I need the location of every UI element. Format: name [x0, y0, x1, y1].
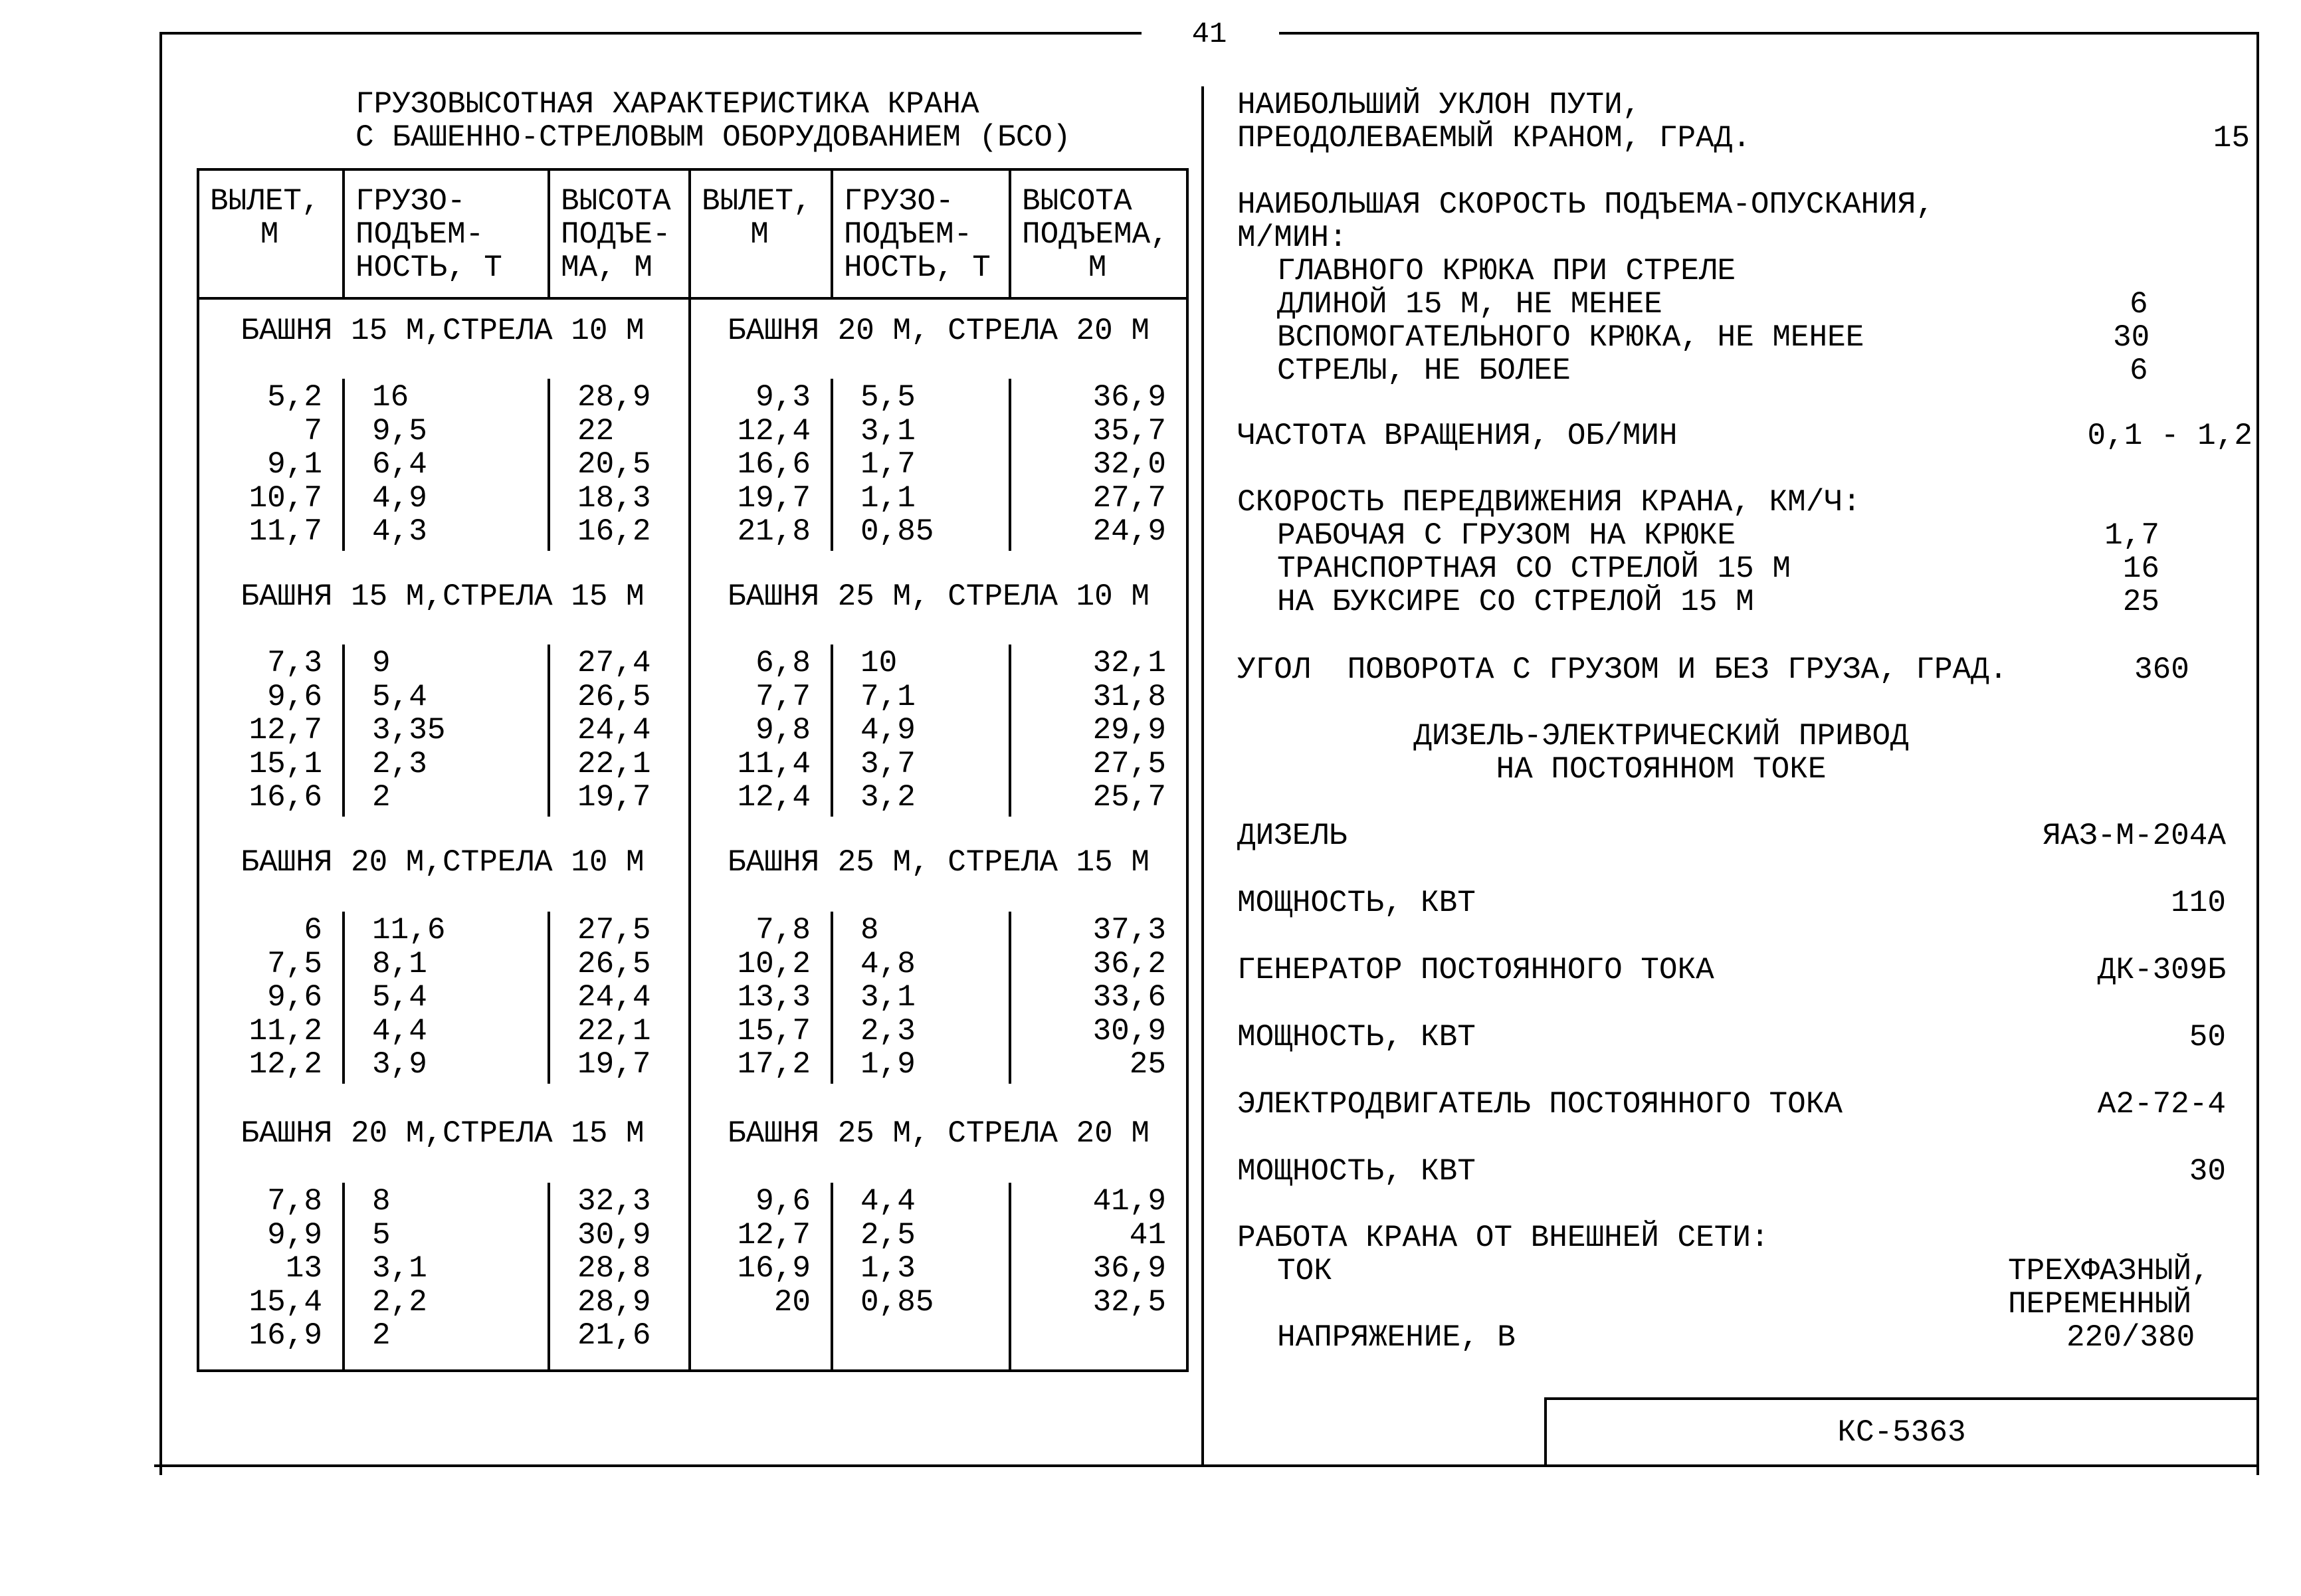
- table-cell: 28,8: [577, 1251, 651, 1286]
- table-cell: 24,9: [1092, 514, 1166, 549]
- drive-title-2: НА ПОСТОЯННОМ ТОКЕ: [1496, 752, 1827, 787]
- travel-row-value: 16: [2122, 551, 2159, 586]
- ext-title: РАБОТА КРАНА ОТ ВНЕШНЕЙ СЕТИ:: [1237, 1221, 1769, 1255]
- block-column-line: [831, 379, 833, 551]
- table-cell: 12,7: [737, 1217, 811, 1252]
- block-column-line: [342, 912, 345, 1084]
- block-column-line: [548, 379, 550, 551]
- table-cell: 4,4: [372, 1013, 427, 1048]
- table-cell: 7,1: [860, 679, 916, 714]
- frame-top-right: [1279, 32, 2259, 35]
- table-cell: 21,8: [737, 514, 811, 549]
- table-cell: 7,5: [267, 946, 322, 981]
- block-label-right: БАШНЯ 25 М, СТРЕЛА 15 М: [728, 845, 1150, 880]
- table-cell: 20: [773, 1284, 811, 1320]
- slew-value: 360: [2134, 652, 2189, 687]
- ext-voltage-label: НАПРЯЖЕНИЕ, В: [1277, 1320, 1516, 1355]
- block-column-line: [831, 1183, 833, 1369]
- table-cell: 8: [372, 1184, 391, 1219]
- table-cell: 25: [1129, 1047, 1166, 1082]
- table-cell: 19,7: [737, 480, 811, 516]
- table-border-bottom: [197, 1369, 1189, 1372]
- column-header: ВЫЛЕТ,: [210, 184, 320, 219]
- table-cell: 11,6: [372, 913, 446, 948]
- table-cell: 17,2: [737, 1047, 811, 1082]
- table-cell: 1,1: [860, 480, 916, 516]
- frame-bottom: [154, 1464, 2259, 1467]
- table-cell: 9,6: [267, 980, 322, 1015]
- table-cell: 32,5: [1092, 1284, 1166, 1320]
- table-cell: 0,85: [860, 1284, 934, 1320]
- speed-main-hook-value: 6: [2130, 287, 2148, 322]
- table-cell: 26,5: [577, 946, 651, 981]
- spec-label: МОЩНОСТЬ, КВТ: [1237, 1154, 1476, 1189]
- table-cell: 13,3: [737, 980, 811, 1015]
- rotation-value: 0,1 - 1,2: [2087, 419, 2252, 453]
- title-block-top: [1544, 1397, 2259, 1400]
- table-cell: 27,7: [1092, 480, 1166, 516]
- spec-value: 110: [2171, 886, 2226, 920]
- table-cell: 10: [860, 646, 898, 680]
- table-cell: 32,1: [1092, 646, 1166, 680]
- travel-row-label: РАБОЧАЯ С ГРУЗОМ НА КРЮКЕ: [1277, 518, 1736, 553]
- table-cell: 12,7: [249, 713, 322, 748]
- table-cell: 5,4: [372, 679, 427, 714]
- table-cell: 4,4: [860, 1184, 916, 1219]
- table-cell: 11,4: [737, 746, 811, 781]
- frame-right: [2256, 32, 2259, 1475]
- table-cell: 1,9: [860, 1047, 916, 1082]
- table-cell: 16,9: [737, 1251, 811, 1286]
- table-cell: 6,4: [372, 447, 427, 482]
- table-cell: 1,7: [860, 447, 916, 482]
- table-cell: 16,9: [249, 1318, 322, 1353]
- speed-boom: СТРЕЛЫ, НЕ БОЛЕЕ: [1277, 353, 1571, 388]
- table-cell: 6,8: [755, 646, 811, 680]
- table-cell: 8: [860, 913, 879, 948]
- speed-aux-hook: ВСПОМОГАТЕЛЬНОГО КРЮКА, НЕ МЕНЕЕ: [1277, 320, 1864, 355]
- table-cell: 2: [372, 1318, 391, 1353]
- slew-label: УГОЛ ПОВОРОТА С ГРУЗОМ И БЕЗ ГРУЗА, ГРАД.: [1237, 652, 2008, 687]
- table-header-bottom: [197, 297, 1189, 300]
- table-cell: 9: [372, 646, 391, 680]
- table-cell: 37,3: [1092, 913, 1166, 948]
- table-cell: 16,6: [737, 447, 811, 482]
- column-header: ПОДЪЕМ-: [844, 217, 973, 252]
- column-header: ПОДЪЕМ-: [355, 217, 484, 252]
- table-cell: 30,9: [1092, 1013, 1166, 1048]
- block-column-line: [342, 1183, 345, 1369]
- table-cell: 19,7: [577, 780, 651, 815]
- ext-current-value-2: ПЕРЕМЕННЫЙ: [2008, 1287, 2192, 1322]
- table-cell: 11,7: [249, 514, 322, 549]
- table-cell: 3,2: [860, 780, 916, 815]
- column-header: ПОДЪЕМА,: [1022, 217, 1169, 252]
- drive-title-1: ДИЗЕЛЬ-ЭЛЕКТРИЧЕСКИЙ ПРИВОД: [1413, 719, 1909, 753]
- page-number: 41: [1191, 18, 1227, 51]
- table-cell: 2,3: [860, 1013, 916, 1048]
- table-cell: 9,1: [267, 447, 322, 482]
- table-cell: 3,7: [860, 746, 916, 781]
- ext-current-value-1: ТРЕХФАЗНЫЙ,: [2008, 1254, 2210, 1288]
- column-header: ВЫЛЕТ,: [702, 184, 812, 219]
- block-column-line: [342, 645, 345, 817]
- spec-label: ГЕНЕРАТОР ПОСТОЯННОГО ТОКА: [1237, 953, 1714, 987]
- block-label-right: БАШНЯ 20 М, СТРЕЛА 20 М: [728, 314, 1150, 348]
- speed-main-hook-1: ГЛАВНОГО КРЮКА ПРИ СТРЕЛЕ: [1277, 254, 1736, 288]
- speed-main-hook-2: ДЛИНОЙ 15 М, НЕ МЕНЕЕ: [1277, 287, 1662, 322]
- column-header: ПОДЪЕ-: [561, 217, 671, 252]
- table-cell: 12,2: [249, 1047, 322, 1082]
- table-cell: 6: [304, 913, 322, 948]
- table-cell: 9,5: [372, 413, 427, 449]
- travel-row-value: 1,7: [2104, 518, 2159, 553]
- travel-row-value: 25: [2122, 585, 2159, 619]
- block-column-line: [342, 379, 345, 551]
- table-cell: 24,4: [577, 980, 651, 1015]
- table-cell: 33,6: [1092, 980, 1166, 1015]
- table-cell: 28,9: [577, 380, 651, 415]
- table-cell: 21,6: [577, 1318, 651, 1353]
- speed-title-2: М/МИН:: [1237, 221, 1348, 255]
- travel-title: СКОРОСТЬ ПЕРЕДВИЖЕНИЯ КРАНА, КМ/Ч:: [1237, 485, 1861, 520]
- table-cell: 5,5: [860, 380, 916, 415]
- block-label-left: БАШНЯ 15 М,СТРЕЛА 15 М: [241, 579, 645, 614]
- travel-row-label: НА БУКСИРЕ СО СТРЕЛОЙ 15 М: [1277, 585, 1754, 619]
- table-cell: 0,85: [860, 514, 934, 549]
- table-cell: 19,7: [577, 1047, 651, 1082]
- table-cell: 2,5: [860, 1217, 916, 1252]
- table-cell: 15,1: [249, 746, 322, 781]
- table-cell: 11,2: [249, 1013, 322, 1048]
- column-header: ВЫСОТА: [561, 184, 671, 219]
- spec-value: ЯАЗ-М-204А: [2042, 819, 2226, 853]
- table-cell: 24,4: [577, 713, 651, 748]
- table-cell: 4,8: [860, 946, 916, 981]
- table-cell: 32,3: [577, 1184, 651, 1219]
- block-label-left: БАШНЯ 15 М,СТРЕЛА 10 М: [241, 314, 645, 348]
- column-divider: [1201, 86, 1204, 1467]
- ext-voltage-value: 220/380: [2066, 1320, 2195, 1355]
- slope-label-2: ПРЕОДОЛЕВАЕМЫЙ КРАНОМ, ГРАД.: [1237, 121, 1751, 155]
- table-cell: 15,7: [737, 1013, 811, 1048]
- table-cell: 5,2: [267, 380, 322, 415]
- table-cell: 30,9: [577, 1217, 651, 1252]
- spec-value: 50: [2189, 1020, 2226, 1054]
- table-border-right: [1186, 168, 1189, 1372]
- table-title-line-2: С БАШЕННО-СТРЕЛОВЫМ ОБОРУДОВАНИЕМ (БСО): [355, 120, 1071, 155]
- table-title-line-1: ГРУЗОВЫСОТНАЯ ХАРАКТЕРИСТИКА КРАНА: [355, 87, 979, 122]
- table-cell: 3,35: [372, 713, 446, 748]
- table-cell: 7: [304, 413, 322, 449]
- table-cell: 26,5: [577, 679, 651, 714]
- table-cell: 10,7: [249, 480, 322, 516]
- model-code: КС-5363: [1837, 1415, 1966, 1450]
- table-cell: 3,1: [372, 1251, 427, 1286]
- table-cell: 5,4: [372, 980, 427, 1015]
- block-column-line: [831, 645, 833, 817]
- table-cell: 13: [285, 1251, 322, 1286]
- column-header: ВЫСОТА: [1022, 184, 1132, 219]
- table-cell: 1,3: [860, 1251, 916, 1286]
- table-cell: 27,5: [1092, 746, 1166, 781]
- table-cell: 25,7: [1092, 780, 1166, 815]
- table-cell: 3,1: [860, 980, 916, 1015]
- speed-title-1: НАИБОЛЬШАЯ СКОРОСТЬ ПОДЪЕМА-ОПУСКАНИЯ,: [1237, 187, 1934, 222]
- slope-label-1: НАИБОЛЬШИЙ УКЛОН ПУТИ,: [1237, 88, 1641, 122]
- spec-label: МОЩНОСТЬ, КВТ: [1237, 1020, 1476, 1054]
- table-cell: 15,4: [249, 1284, 322, 1320]
- column-header: ГРУЗО-: [355, 184, 466, 219]
- table-cell: 32,0: [1092, 447, 1166, 482]
- ext-current-label: ТОК: [1277, 1254, 1332, 1288]
- spec-value: ДК-309Б: [2097, 953, 2226, 987]
- table-cell: 41,9: [1092, 1184, 1166, 1219]
- table-cell: 2,2: [372, 1284, 427, 1320]
- table-cell: 36,9: [1092, 380, 1166, 415]
- table-cell: 9,8: [755, 713, 811, 748]
- header-column-line: [342, 168, 345, 297]
- table-cell: 2: [372, 780, 391, 815]
- table-cell: 9,6: [267, 679, 322, 714]
- table-cell: 16: [372, 380, 409, 415]
- header-column-line: [548, 168, 550, 297]
- column-header: НОСТЬ, Т: [844, 250, 991, 285]
- table-cell: 41: [1129, 1217, 1166, 1252]
- travel-row-label: ТРАНСПОРТНАЯ СО СТРЕЛОЙ 15 М: [1277, 551, 1791, 586]
- table-cell: 27,5: [577, 913, 651, 948]
- table-cell: 18,3: [577, 480, 651, 516]
- table-cell: 4,9: [860, 713, 916, 748]
- table-cell: 22,1: [577, 746, 651, 781]
- block-label-right: БАШНЯ 25 М, СТРЕЛА 20 М: [728, 1116, 1150, 1151]
- table-cell: 16,6: [249, 780, 322, 815]
- spec-label: ДИЗЕЛЬ: [1237, 819, 1348, 853]
- table-cell: 22,1: [577, 1013, 651, 1048]
- block-column-line: [831, 912, 833, 1084]
- column-header: МА, М: [561, 250, 653, 285]
- column-header: М: [750, 217, 769, 252]
- table-cell: 5: [372, 1217, 391, 1252]
- table-cell: 3,9: [372, 1047, 427, 1082]
- table-cell: 4,3: [372, 514, 427, 549]
- table-cell: 36,9: [1092, 1251, 1166, 1286]
- slope-value: 15: [2213, 121, 2250, 155]
- table-cell: 3,1: [860, 413, 916, 449]
- table-cell: 7,3: [267, 646, 322, 680]
- frame-left: [159, 32, 162, 1475]
- table-cell: 7,8: [755, 913, 811, 948]
- table-cell: 28,9: [577, 1284, 651, 1320]
- table-cell: 27,4: [577, 646, 651, 680]
- spec-label: МОЩНОСТЬ, КВТ: [1237, 886, 1476, 920]
- table-cell: 9,3: [755, 380, 811, 415]
- table-border-top: [197, 168, 1189, 171]
- table-cell: 12,4: [737, 413, 811, 449]
- table-cell: 29,9: [1092, 713, 1166, 748]
- column-header: ГРУЗО-: [844, 184, 954, 219]
- frame-top-left: [159, 32, 1142, 35]
- block-column-line: [548, 1183, 550, 1369]
- column-header: НОСТЬ, Т: [355, 250, 502, 285]
- table-cell: 16,2: [577, 514, 651, 549]
- block-column-line: [548, 645, 550, 817]
- block-label-left: БАШНЯ 20 М,СТРЕЛА 15 М: [241, 1116, 645, 1151]
- column-header: М: [260, 217, 279, 252]
- table-cell: 31,8: [1092, 679, 1166, 714]
- column-header: М: [1088, 250, 1107, 285]
- block-column-line: [548, 912, 550, 1084]
- spec-label: ЭЛЕКТРОДВИГАТЕЛЬ ПОСТОЯННОГО ТОКА: [1237, 1087, 1843, 1122]
- table-cell: 2,3: [372, 746, 427, 781]
- table-cell: 20,5: [577, 447, 651, 482]
- spec-value: 30: [2189, 1154, 2226, 1189]
- block-label-right: БАШНЯ 25 М, СТРЕЛА 10 М: [728, 579, 1150, 614]
- table-cell: 12,4: [737, 780, 811, 815]
- table-cell: 36,2: [1092, 946, 1166, 981]
- table-cell: 4,9: [372, 480, 427, 516]
- table-cell: 35,7: [1092, 413, 1166, 449]
- table-cell: 8,1: [372, 946, 427, 981]
- table-cell: 22: [577, 413, 615, 449]
- speed-aux-hook-value: 30: [2113, 320, 2150, 355]
- speed-boom-value: 6: [2130, 353, 2148, 388]
- table-cell: 9,6: [755, 1184, 811, 1219]
- table-cell: 7,8: [267, 1184, 322, 1219]
- table-cell: 9,9: [267, 1217, 322, 1252]
- rotation-label: ЧАСТОТА ВРАЩЕНИЯ, ОБ/МИН: [1237, 419, 1678, 453]
- table-cell: 10,2: [737, 946, 811, 981]
- table-cell: 7,7: [755, 679, 811, 714]
- header-column-line: [831, 168, 833, 297]
- block-label-left: БАШНЯ 20 М,СТРЕЛА 10 М: [241, 845, 645, 880]
- spec-value: А2-72-4: [2097, 1087, 2226, 1122]
